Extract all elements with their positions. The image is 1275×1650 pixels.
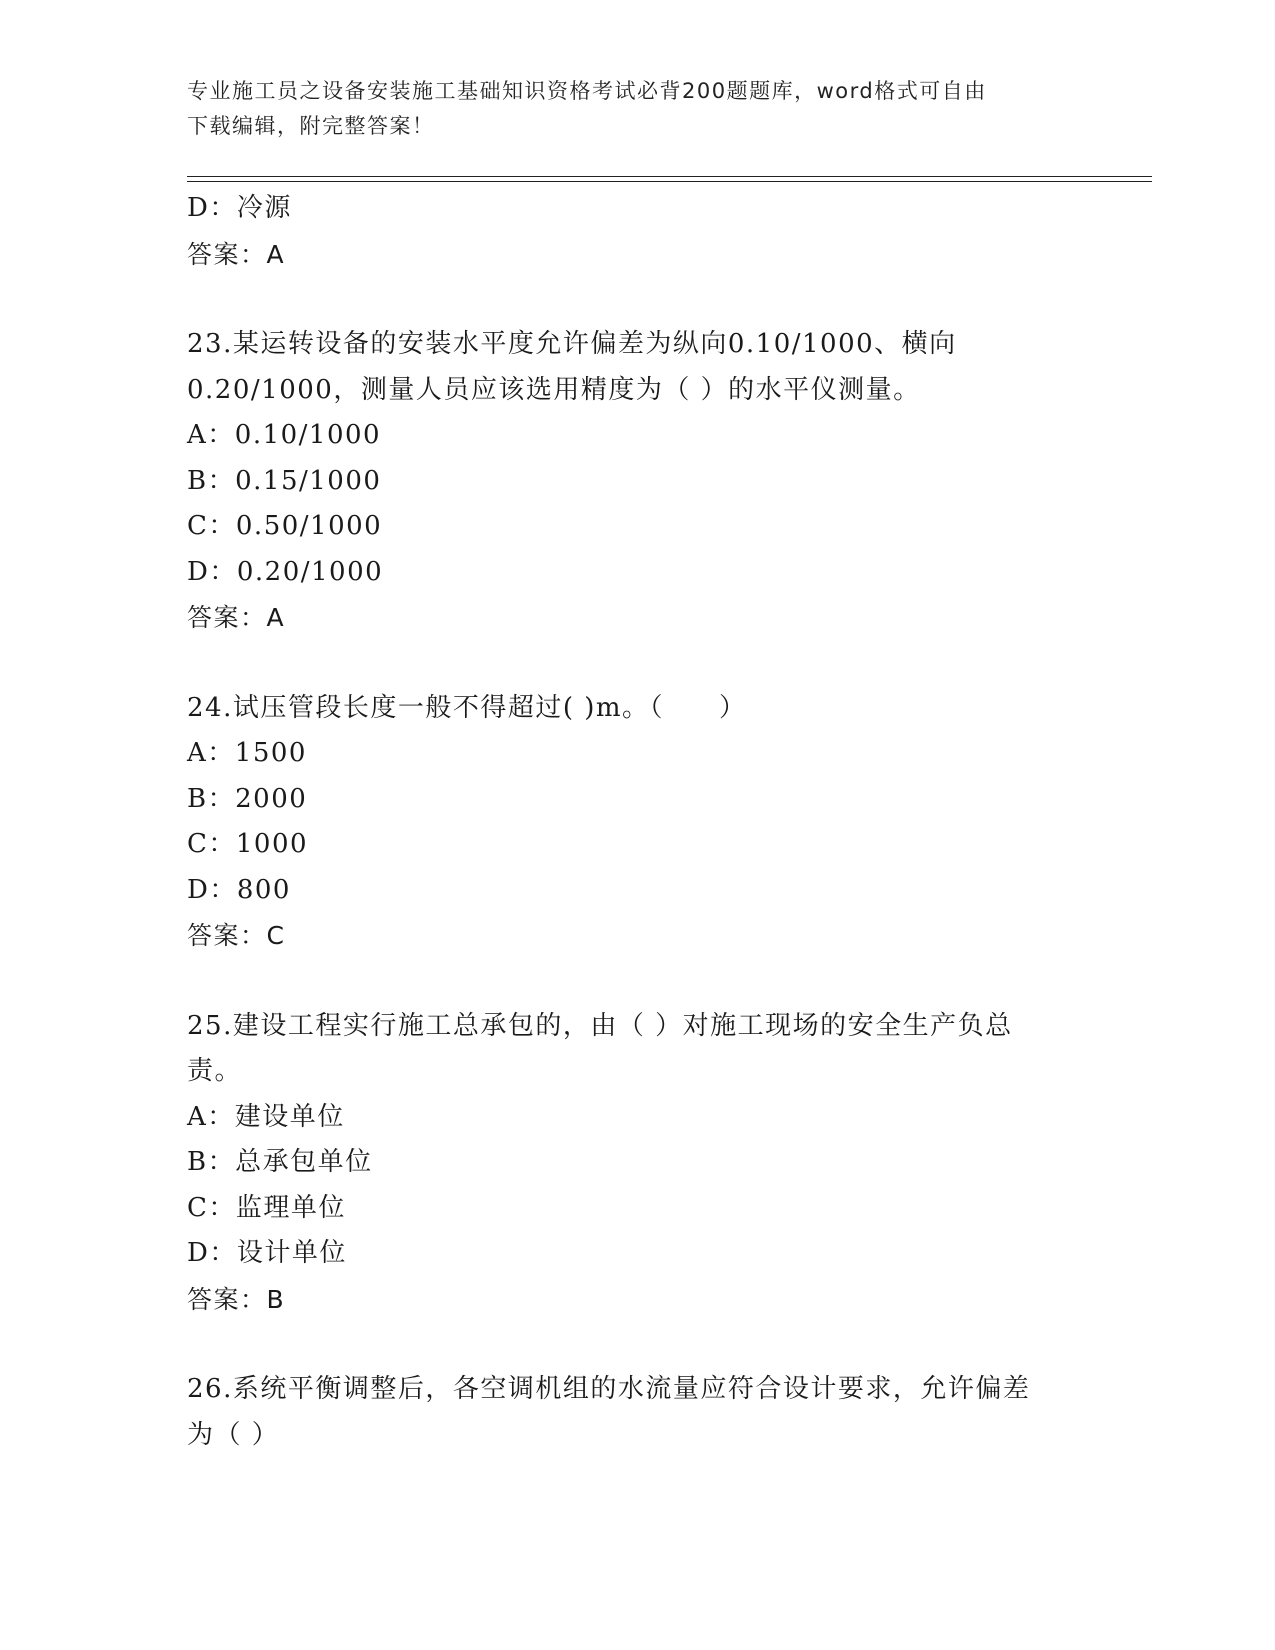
header-line-2: 下载编辑，附完整答案！ [187,114,435,138]
option-a: A：1500 [187,738,307,768]
option-b: B：0.15/1000 [187,465,382,496]
question-stem: 23.某运转设备的安装水平度允许偏差为纵向0.10/1000、横向 [187,329,957,359]
header-line-1: 专业施工员之设备安装施工基础知识资格考试必背200题题库，word格式可自由 [187,79,987,103]
question-stem: 0.20/1000，测量人员应该选用精度为（ ）的水平仪测量。 [187,374,921,405]
question-26 [187,1367,1087,1458]
question-25 [187,1004,1087,1323]
option-d: D：800 [187,874,291,905]
question-24 [187,686,1087,959]
document-header [187,74,1067,144]
option-c: C：1000 [187,829,309,859]
option-b: B：总承包单位 [187,1147,373,1177]
option-a: A：建设单位 [187,1101,345,1132]
question-stem: 25.建设工程实行施工总承包的，由（ ）对施工现场的安全生产负总 [187,1010,1013,1041]
question-list [187,186,1087,1458]
question-23 [187,322,1087,641]
answer: 答案：B [187,1284,286,1314]
option-b: B：2000 [187,783,308,814]
question-22-tail [187,186,1087,277]
option-c: C：0.50/1000 [187,511,383,541]
question-stem: 24.试压管段长度一般不得超过( )m。（ ） [187,692,747,723]
header-rule-top [187,176,1152,177]
option-a: A：0.10/1000 [187,420,382,450]
header-rule-bottom [187,181,1152,182]
option-c: C：监理单位 [187,1192,346,1223]
option-d: D：冷源 [187,193,292,223]
question-stem: 为（ ） [187,1419,280,1450]
answer: 答案：C [187,921,286,950]
question-stem: 26.系统平衡调整后，各空调机组的水流量应符合设计要求，允许偏差 [187,1374,1031,1404]
answer: 答案：A [187,603,286,632]
option-d: D：设计单位 [187,1238,347,1268]
answer: 答案：A [187,239,286,269]
option-d: D：0.20/1000 [187,556,384,587]
question-stem: 责。 [187,1056,243,1086]
